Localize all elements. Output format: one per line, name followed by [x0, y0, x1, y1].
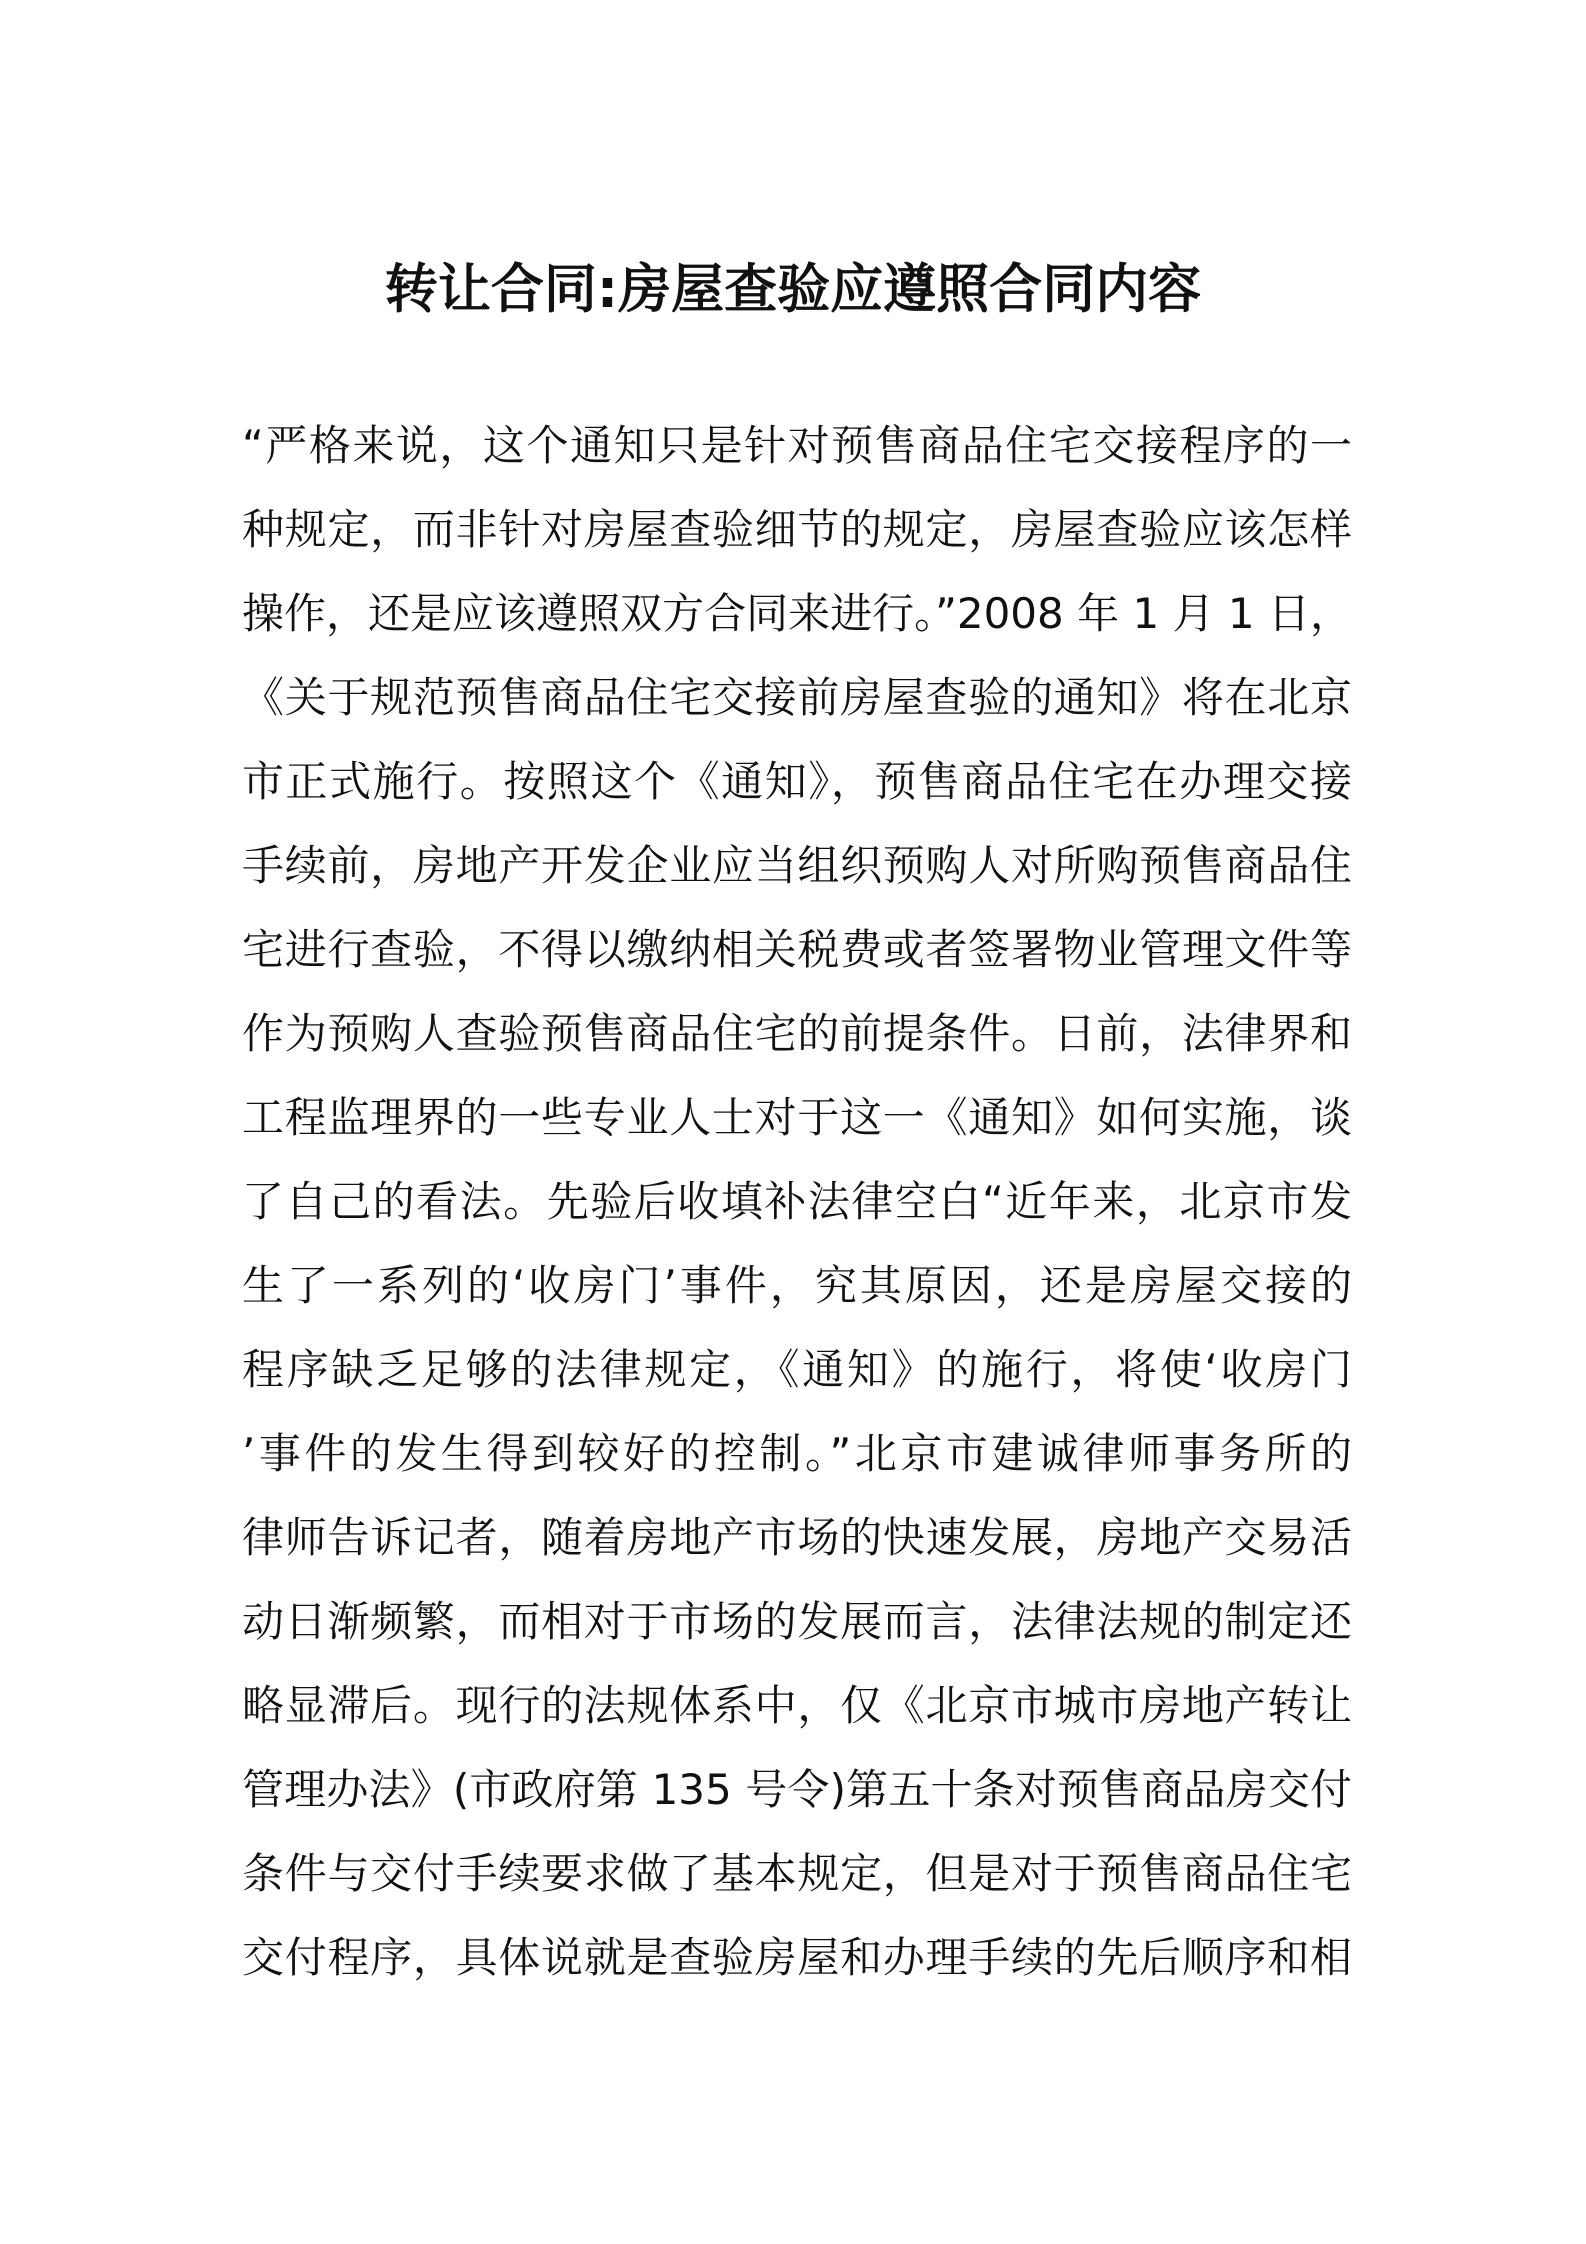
text-line: 作为预购人查验预售商品住宅的前提条件。日前，法律界和 [242, 1009, 1352, 1058]
text-line: 市正式施行。按照这个《通知》，预售商品住宅在办理交接 [242, 757, 1352, 806]
text-line: ’事件的发生得到较好的控制。”北京市建诚律师事务所的 [242, 1429, 1352, 1478]
body-text [242, 404, 1352, 2000]
text-line: 交付程序，具体说就是查验房屋和办理手续的先后顺序和相 [242, 1933, 1352, 1982]
text-line: 动日渐频繁，而相对于市场的发展而言，法律法规的制定还 [242, 1597, 1352, 1646]
text-line: 手续前，房地产开发企业应当组织预购人对所购预售商品住 [242, 841, 1352, 890]
text-line: 宅进行查验，不得以缴纳相关税费或者签署物业管理文件等 [242, 925, 1352, 974]
document-title: 转让合同:房屋查验应遵照合同内容 [384, 259, 1202, 320]
text-line: 律师告诉记者，随着房地产市场的快速发展，房地产交易活 [242, 1513, 1352, 1562]
text-line: 工程监理界的一些专业人士对于这一《通知》如何实施，谈 [242, 1093, 1352, 1142]
text-line: 程序缺乏足够的法律规定，《通知》的施行，将使‘收房门 [242, 1345, 1352, 1394]
text-line: 略显滞后。现行的法规体系中，仅《北京市城市房地产转让 [242, 1681, 1352, 1730]
text-line: 管理办法》(市政府第 135 号令)第五十条对预售商品房交付 [242, 1765, 1352, 1814]
text-line: 生了一系列的‘收房门’事件，究其原因，还是房屋交接的 [242, 1261, 1352, 1310]
text-line: “严格来说，这个通知只是针对预售商品住宅交接程序的一 [242, 421, 1352, 470]
text-line: 《关于规范预售商品住宅交接前房屋查验的通知》将在北京 [242, 673, 1352, 722]
text-line: 操作，还是应该遵照双方合同来进行。”2008 年 1 月 1 日， [242, 589, 1352, 638]
text-line: 了自己的看法。先验后收填补法律空白“近年来，北京市发 [242, 1177, 1352, 1226]
text-line: 种规定，而非针对房屋查验细节的规定，房屋查验应该怎样 [242, 505, 1352, 554]
text-line: 条件与交付手续要求做了基本规定，但是对于预售商品住宅 [242, 1849, 1352, 1898]
